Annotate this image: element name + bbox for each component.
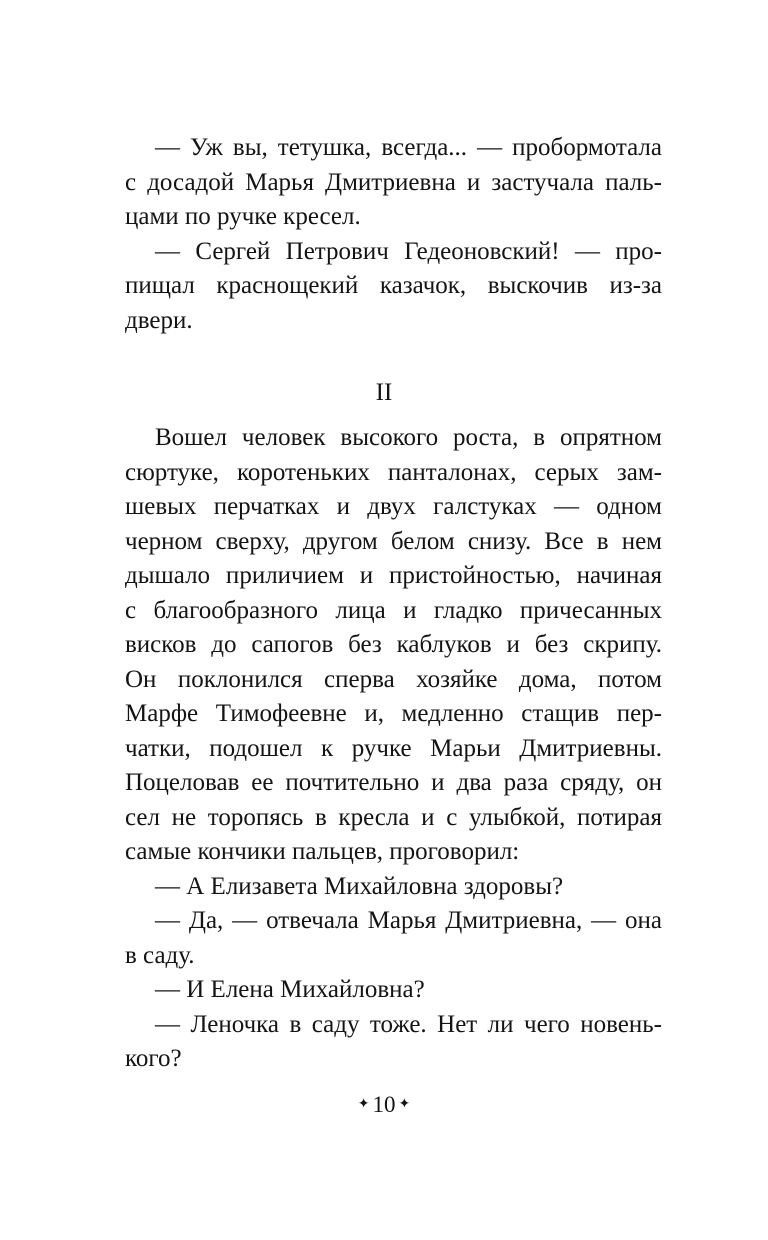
text-line: — И Елена Михайловна? [155,976,425,1003]
text-block-top [125,131,662,338]
left-ornament-icon: ✦ [357,1096,370,1112]
text-line: Марфе Тимофеевне и, медленно стащив пер- [125,700,662,727]
text-line: пищал краснощекий казачок, выскочив из-за [125,272,662,299]
text-line: — Уж вы, тетушка, всегда... — пробормотала [155,134,662,161]
text-block-main [125,421,662,1077]
page-number-value: 10 [372,1092,396,1117]
text-line: Он поклонился сперва хозяйке дома, потом [125,665,662,693]
text-line: в саду. [125,941,195,969]
text-line: — А Елизавета Михайловна здоровы? [155,872,564,900]
text-line: висков до сапогов без каблуков и без скрипу. [125,631,662,658]
text-line: кого? [125,1045,182,1072]
text-line: сюртуке, коротеньких панталонах, серых зам- [125,458,662,486]
text-line: Поцеловав ее почтительно и два раза сряду, он [125,769,662,796]
text-line: самые кончики пальцев, проговорил: [125,838,520,865]
chapter-heading: II [375,379,393,406]
text-line: с благообразного лица и гладко причесанных [125,596,662,624]
text-line: дышало приличием и пристойностью, начиная [125,562,662,589]
text-line: Вошел человек высокого роста, в опрятном [155,424,662,451]
text-line: цами по ручке кресел. [125,203,361,230]
text-line: чатки, подошел к ручке Марьи Дмитриевны. [125,734,662,762]
text-line: черном сверху, другом белом снизу. Все в нем [125,527,662,555]
page-number [0,1090,768,1122]
text-line: двери. [125,306,193,334]
text-line: с досадой Марья Дмитриевна и застучала паль- [125,168,662,196]
text-line: шевых перчатках и двух галстуках — одном [125,493,662,520]
text-line: — Леночка в саду тоже. Нет ли чего новень- [155,1010,662,1038]
text-line: — Да, — отвечала Марья Дмитриевна, — она [155,907,662,934]
text-line: — Сергей Петрович Гедеоновский! — про- [155,237,662,265]
text-line: сел не торопясь в кресла и с улыбкой, потирая [125,803,662,831]
right-ornament-icon: ✦ [398,1096,411,1112]
